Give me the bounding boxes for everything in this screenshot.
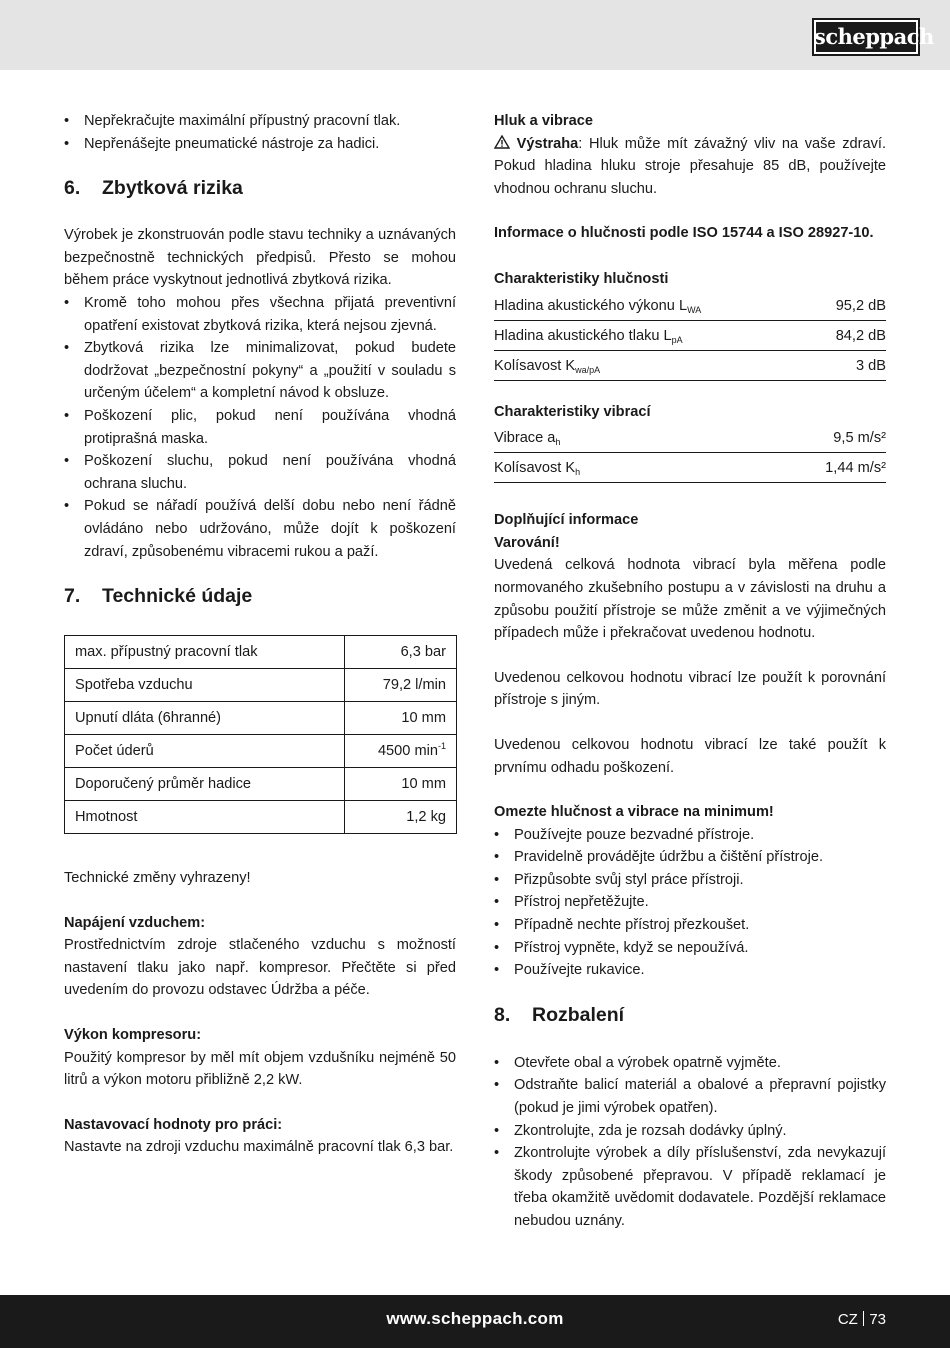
subheading: Charakteristiky vibrací	[494, 403, 651, 420]
table-cell-value: 10 mm	[345, 702, 457, 735]
label-text: Kolísavost K	[494, 357, 576, 374]
subheading: Výkon kompresoru:	[64, 1027, 202, 1044]
list-item: • Odstraňte balicí materiál a obalové a přepravní pojistky (pokud je jimi výrobek opatřen).	[494, 1074, 886, 1119]
table-cell-label	[494, 350, 809, 380]
list-item: • Používejte rukavice.	[494, 959, 886, 982]
iso-info: Informace o hlučnosti podle ISO 15744 a ISO 28927-10.	[494, 225, 874, 242]
table-cell-value: 3 dB	[809, 350, 886, 380]
table-row	[494, 291, 886, 321]
warning-paragraph	[494, 133, 886, 201]
label-subscript: pA	[671, 334, 683, 345]
label-text: Kolísavost K	[494, 460, 576, 477]
list-item: • Nepřenášejte pneumatické nástroje za hadici.	[64, 133, 456, 156]
page-indicator	[838, 1309, 886, 1332]
label-subscript: h	[555, 437, 561, 448]
label-subscript: wa/pA	[575, 364, 601, 375]
table-row	[494, 350, 886, 380]
paragraph: Výrobek je zkonstruován podle stavu techniky a uznávaných bezpečnostně technických předpisů. Přesto se mohou během práce vyskytnout jednotlivá zbytková rizika.	[64, 227, 456, 289]
table-row	[65, 801, 457, 834]
list-item: • Pravidelně provádějte údržbu a čištění přístroje.	[494, 846, 886, 869]
subheading: Charakteristiky hlučnosti	[494, 270, 669, 287]
table-cell-value: 79,2 l/min	[345, 669, 457, 702]
page-number: 73	[869, 1311, 886, 1328]
table-row	[494, 423, 886, 453]
label-text: Vibrace a	[494, 430, 556, 447]
left-column	[64, 110, 456, 1159]
list-item: • Přizpůsobte svůj styl práce přístroji.	[494, 869, 886, 892]
table-cell-label: Počet úderů	[65, 735, 345, 768]
vibration-table	[494, 423, 886, 483]
technical-changes-note: Technické změny vyhrazeny!	[64, 870, 251, 887]
list-item: • Případně nechte přístroj přezkoušet.	[494, 914, 886, 937]
list-item: • Kromě toho mohou přes všechna přijatá preventivní opatření existovat zbytková rizika, která nejsou zjevná.	[64, 292, 456, 337]
section-8-heading	[494, 1002, 886, 1028]
list-item: • Pokud se nářadí používá delší dobu nebo není řádně ovládáno nebo udržováno, může dojít k poškození zdraví, způsobenému vibracemi rukou a paží.	[64, 495, 456, 563]
table-cell-label: Upnutí dláta (6hranné)	[65, 702, 345, 735]
subheading: Doplňující informace	[494, 512, 639, 529]
warning-triangle-icon	[494, 135, 510, 149]
right-column	[494, 110, 886, 1233]
table-cell-label: Hmotnost	[65, 801, 345, 834]
subheading: Hluk a vibrace	[494, 113, 593, 129]
label-text: Hladina akustického výkonu L	[494, 297, 688, 314]
unpacking-bullet-list	[494, 1052, 886, 1233]
intro-bullet-list	[64, 110, 456, 155]
list-item: • Poškození sluchu, pokud není používána vhodná ochrana sluchu.	[64, 450, 456, 495]
subheading: Omezte hlučnost a vibrace na minimum!	[494, 804, 774, 821]
section-number: 6.	[64, 177, 81, 200]
section-6-heading	[64, 175, 456, 201]
section-number: 8.	[494, 1003, 511, 1026]
table-row	[65, 768, 457, 801]
table-row	[65, 702, 457, 735]
noise-table	[494, 291, 886, 381]
table-row	[65, 669, 457, 702]
table-cell-value: 95,2 dB	[809, 291, 886, 321]
website-url: www.scheppach.com	[386, 1309, 564, 1328]
table-cell-label: Doporučený průměr hadice	[65, 768, 345, 801]
table-cell-label: max. přípustný pracovní tlak	[65, 636, 345, 669]
list-item: • Otevřete obal a výrobek opatrně vyjměte.	[494, 1052, 886, 1075]
list-item: • Zkontrolujte, zda je rozsah dodávky úplný.	[494, 1120, 886, 1143]
warning-text: : Hluk může mít závažný vliv na vaše zdraví. Pokud hladina hluku stroje přesahuje 85 dB, používejte vhodnou ochranu sluchu.	[494, 135, 887, 197]
paragraph: Uvedenou celkovou hodnotu vibrací lze použít k porovnání přístroje s jiným.	[494, 669, 886, 709]
paragraph: Prostřednictvím zdroje stlačeného vzduchu s možností nastavení tlaku jako např. kompresor. Přečtěte si před uvedením do provozu odstavec Údržba a péče.	[64, 937, 456, 999]
list-item: • Používejte pouze bezvadné přístroje.	[494, 824, 886, 847]
risk-bullet-list	[64, 292, 456, 563]
table-cell-value: 10 mm	[345, 768, 457, 801]
list-item: • Přístroj nepřetěžujte.	[494, 891, 886, 914]
list-item: • Přístroj vypněte, když se nepoužívá.	[494, 937, 886, 960]
table-row	[494, 453, 886, 483]
footer-bar	[0, 1295, 950, 1348]
table-cell-value: 9,5 m/s²	[724, 423, 886, 453]
section-title: Technické údaje	[102, 585, 253, 608]
section-number: 7.	[64, 585, 81, 608]
table-cell-label	[494, 291, 809, 321]
subheading: Napájení vzduchem:	[64, 914, 206, 931]
paragraph: Nastavte na zdroji vzduchu maximálně pracovní tlak 6,3 bar.	[64, 1139, 454, 1156]
table-cell-value: 6,3 bar	[345, 636, 457, 669]
paragraph: Uvedenou celkovou hodnotu vibrací lze také použít k prvnímu odhadu poškození.	[494, 736, 886, 776]
header-bar	[0, 0, 950, 70]
subheading: Nastavovací hodnoty pro práci:	[64, 1116, 283, 1133]
scheppach-logo: scheppach	[812, 18, 920, 56]
table-row	[65, 735, 457, 768]
table-cell-value: 1,2 kg	[345, 801, 457, 834]
table-cell-label: Spotřeba vzduchu	[65, 669, 345, 702]
list-item: • Zbytková rizika lze minimalizovat, pokud budete dodržovat „bezpečnostní pokyny“ a „použití v souladu s určeným účelem“ a kompletní návod k obsluze.	[64, 337, 456, 405]
label-subscript: h	[575, 467, 581, 478]
paragraph: Uvedená celková hodnota vibrací byla měřena podle normovaného zkušebního postupu a v závislosti na druhu a způsobu použití přístroje se může změnit a ve výjimečných případech může i překračovat uvedenou hodnotu.	[494, 557, 886, 642]
table-cell-value	[345, 735, 457, 768]
language-code: CZ	[837, 1311, 858, 1328]
warning-label: Výstraha	[516, 135, 579, 152]
table-cell-value: 1,44 m/s²	[724, 453, 886, 483]
minimize-bullet-list	[494, 824, 886, 982]
section-title: Rozbalení	[532, 1003, 625, 1026]
paragraph: Použitý kompresor by měl mít objem vzdušníku nejméně 50 litrů a výkon motoru přibližně 2,2 kW.	[64, 1049, 456, 1089]
table-cell-label	[494, 423, 724, 453]
value-exponent: -1	[437, 741, 446, 752]
list-item: • Poškození plic, pokud není používána vhodná protiprašná maska.	[64, 405, 456, 450]
table-cell-label	[494, 453, 724, 483]
divider	[863, 1311, 865, 1326]
list-item: • Nepřekračujte maximální přípustný pracovní tlak.	[64, 110, 456, 133]
section-7-heading	[64, 583, 456, 609]
warning-label: Varování!	[494, 534, 560, 551]
table-row	[65, 636, 457, 669]
table-cell-label	[494, 320, 809, 350]
label-subscript: WA	[687, 304, 702, 315]
section-title: Zbytková rizika	[102, 177, 243, 200]
value-text: 4500 min	[377, 743, 438, 760]
list-item: • Zkontrolujte výrobek a díly příslušenství, zda nevykazují škody způsobené přepravou. V případě reklamací je třeba okamžitě uvědomit dodavatele. Pozdější reklamace nebudou uznány.	[494, 1142, 886, 1232]
table-cell-value: 84,2 dB	[809, 320, 886, 350]
table-row	[494, 320, 886, 350]
technical-data-table	[64, 635, 457, 834]
label-text: Hladina akustického tlaku L	[494, 327, 672, 344]
